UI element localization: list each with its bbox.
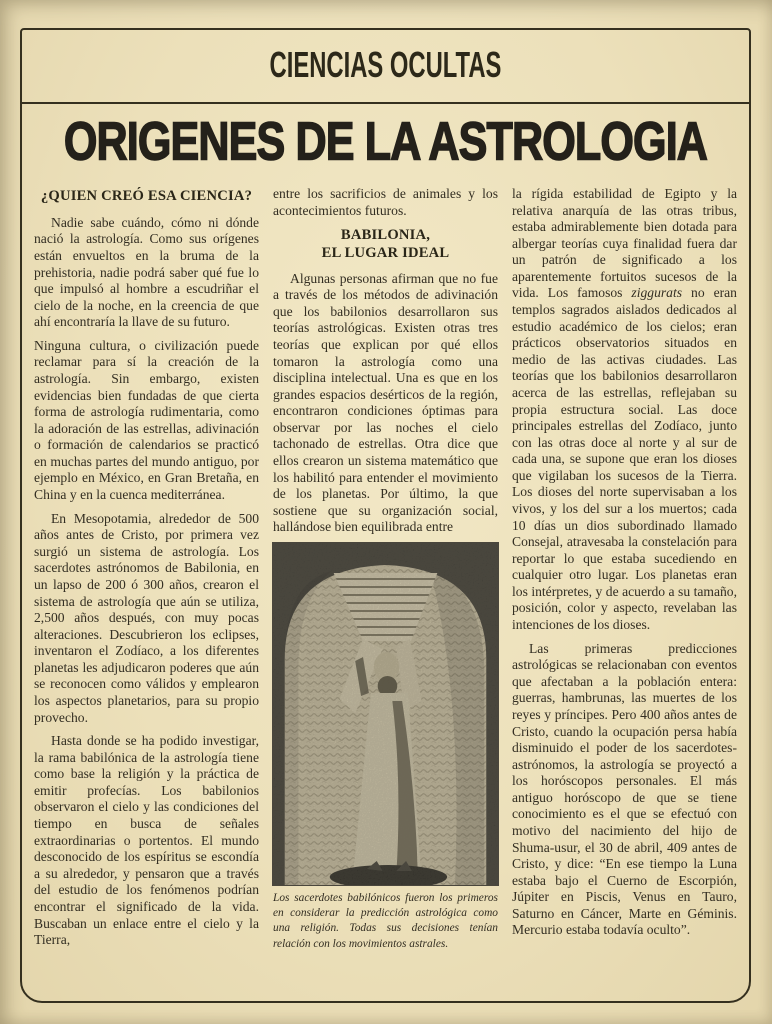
- article-title-band: [22, 104, 749, 180]
- paragraph: Ninguna cultura, o civilización puede reclamar para sí la creación de la astrología. Sin embargo, existen evidencias bien fundadas de que cierta forma de astrología rudimentaria, como la adoración de las estrellas, adivinación o formación de calendarios se practicó en muchas partes del mundo antiguo, por ejemplo en México, en Gran Bretaña, en China y en la cuenca mediterránea.: [34, 337, 259, 503]
- section-header-text: CIENCIAS OCULTAS: [269, 45, 502, 86]
- paragraph: En Mesopotamia, alrededor de 500 años antes de Cristo, por primera vez surgió un sistema de astrología. Los sacerdotes astrónomos de Babilonia, en un lapso de 200 ó 300 años, crearon el sistema de astrología que aún se utiliza, 2,500 años después, con muy pocas alteraciones. Descubrieron los eclipses, inventaron el Zodíaco, a los diferentes planetas les adjudicaron poderes que aún se reconocen como válidos y emplearon los aspectos planetarios, para su propio provecho.: [34, 510, 259, 725]
- paragraph-continuation: entre los sacrificios de animales y los acontecimientos futuros.: [273, 186, 498, 218]
- babylonian-stele-image: [273, 543, 498, 885]
- article-columns: [22, 180, 749, 1001]
- paragraph-continuation: [512, 186, 737, 634]
- column-1: [34, 186, 259, 995]
- column-2-heading-line2: EL LUGAR IDEAL: [321, 245, 450, 262]
- column-2: [273, 186, 498, 995]
- column-1-heading: ¿QUIEN CREÓ ESA CIENCIA?: [40, 188, 253, 204]
- stele-figure: [273, 543, 498, 952]
- photo-caption: Los sacerdotes babilónicos fueron los primeros en considerar la predicción astrológica como una religión. Todas sus decisiones tenían relación con los movimientos astrales.: [273, 891, 498, 950]
- paragraph: Las primeras predicciones astrológicas se relacionaban con eventos que afectaban a la población entera: guerras, hambrunas, las muertes de los reyes y príncipes. Pero 400 años antes de Cristo, cuando la ocupación persa había disminuido el poder de los sacerdotes-astrónomos, la astrología se proyectó a los horóscopos personales. El más antiguo horóscopo de que se tiene conocimiento es el que se efectuó con motivo del nacimiento del hijo de Shuma-usur, el 30 de abril, 409 antes de Cristo, y dice: “En ese tiempo la Luna estaba bajo el Cuerno de Escorpión, Júpiter en Piscis, Venus en Tauro, Saturno en Cáncer, Marte en Géminis. Mercurio estaba todavía oculto”.: [512, 640, 737, 938]
- paragraph-text: no eran templos sagrados aislados dedicados al estudio académico de los cielos; eran prácticos observatorios situados en medio de las activas ciudades. Las teorías que los babilonios desarrollaron acerca de las estrellas, reflejaban su propia estructura social. Las doce principales estrellas del Zodíaco, junto con las otras doce al norte y al sur de cada una, se supone que eran los dioses que vigilaban los sucesos de la Tierra. Los dioses del norte supervisaban a los vivos, y los del sur a los muertos; cada 10 días un dios subordinado llamado Consejal, atravesaba la constelación para reportar lo que estaba sucediendo en cualquier otro lugar. Los planetas eran los intérpretes, y de acuerdo a su tamaño, posición, color y aspecto, revelaban las intenciones de los dioses.: [512, 285, 737, 633]
- italic-term: ziggurats: [631, 285, 683, 301]
- paragraph: Nadie sabe cuándo, cómo ni dónde nació la astrología. Como sus orígenes están envueltos en la bruma de la prehistoria, nadie podrá saber qué fue lo que impulsó al hombre a escudriñar el cielo de la noche, en la creencia de que ahí encontraría la llave de su futuro.: [34, 214, 259, 330]
- column-3: [512, 186, 737, 995]
- paragraph: Algunas personas afirman que no fue a través de los métodos de adivinación que los babilonios desarrollaron sus teorías astrológicas. Existen otras tres teorías que explican por qué ellos tomaron la astrología como una disciplina intelectual. Una es que en los grandes espacios desérticos de la región, encontraron condiciones óptimas para observar por las noches el cielo tachonado de estrellas. Otra dice que ellos crearon un sistema matemático que los habilitó para entender el movimiento de los planetas. Por último, la que sostiene que su organización social, hallándose bien equilibrada entre: [273, 270, 498, 535]
- column-2-heading: [273, 226, 498, 262]
- section-header: [22, 30, 749, 104]
- column-2-heading-line1: BABILONIA,: [340, 227, 431, 244]
- page-title: ORIGENES DE LA ASTROLOGIA: [63, 112, 708, 172]
- paragraph-text: la rígida estabilidad de Egipto y la relativa anarquía de las otras tribus, estaba admirablemente bien dotada para albergar teorías cuya finalidad fuera dar un patrón de significado a los aparentemente fortuitos sucesos de la vida. Los famosos: [512, 186, 737, 301]
- paragraph: Hasta donde se ha podido investigar, la rama babilónica de la astrología tiene como base la religión y la práctica de emitir profecías. Los babilonios observaron el cielo y las condiciones del tiempo en busca de señales extraordinarias o portentos. El mundo desconocido de los espíritus se escondía a su alrededor, y pensaron que a través del estudio de los fenómenos podrían encontrar el significado de la vida. Buscaban un enlace entre el cielo y la Tierra,: [34, 733, 259, 948]
- article-frame: [20, 28, 751, 1003]
